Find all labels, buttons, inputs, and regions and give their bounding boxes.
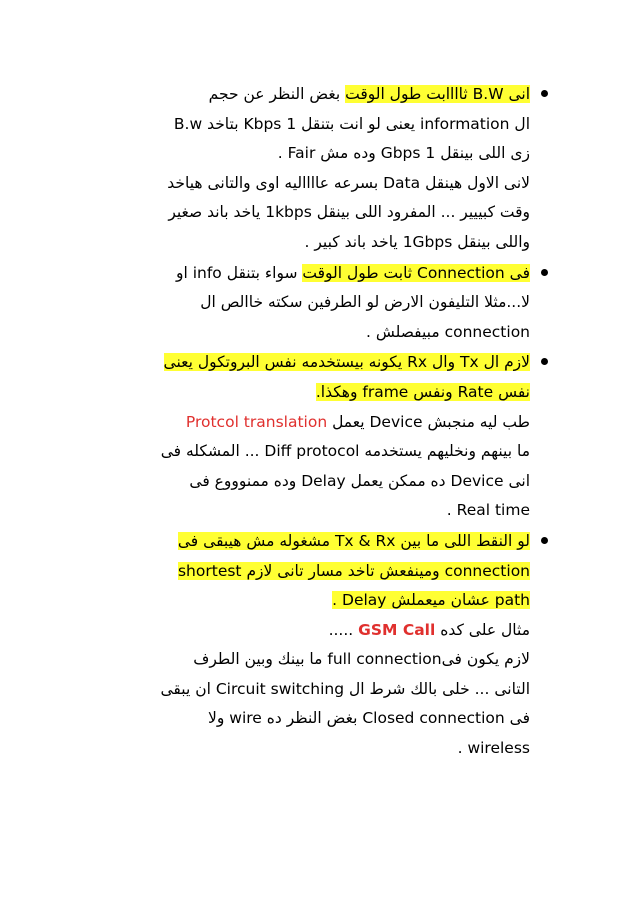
bullet-dot <box>541 537 548 544</box>
text-line <box>96 467 530 497</box>
text-run: لانى الاول هينقل Data بسرعه عااااليه اوى والتانى هياخد <box>167 173 530 192</box>
text-run: فى Connection ثابت طول الوقت <box>302 263 530 282</box>
text-run: نفس Rate ونفس frame وهكذا. <box>315 382 530 401</box>
text-run: ال information يعنى لو انت بتنقل 1 Kbps بتاخد B.w <box>173 114 530 133</box>
text-run: connection ومينفعش تاخد مسار تانى لازم shortest <box>177 561 530 580</box>
text-run: زى اللى بينقل 1 Gbps وده مش Fair . <box>277 144 530 163</box>
bullet-item-connection <box>96 259 530 348</box>
text-run: انى Device ده ممكن يعمل Delay وده ممنوووع فى <box>189 471 530 490</box>
text-line <box>96 169 530 199</box>
text-line <box>96 645 530 675</box>
bullet-item-protocol <box>96 348 530 526</box>
text-line <box>96 198 530 228</box>
bullet-dot <box>541 90 548 97</box>
text-line <box>96 408 530 438</box>
text-run: connection مبيفصلش . <box>365 322 530 341</box>
text-line <box>96 378 530 408</box>
text-run: واللى بينقل 1Gbps ياخد باند كبير . <box>304 232 530 251</box>
text-line <box>96 288 530 318</box>
bullet-dot <box>541 269 548 276</box>
text-run: سواء بتنقل info او <box>175 263 303 282</box>
text-line <box>96 704 530 734</box>
text-line <box>96 527 530 557</box>
text-run: لا...مثلا التليفون الارض لو الطرفين سكته خاالص ال <box>200 293 530 312</box>
text-run: التانى ... خلى بالك شرط ال Circuit switching ان يبقى <box>160 679 530 698</box>
text-run: وقت كبييير ... المفرود اللى بينقل 1kbps ياخد باند صغير <box>168 203 530 222</box>
text-run: Real time . <box>446 501 530 520</box>
text-run: مثال على كده <box>435 620 530 639</box>
text-line <box>96 675 530 705</box>
text-line <box>96 496 530 526</box>
text-run: انى B.W ثاااابت طول الوقت <box>345 85 530 103</box>
text-run: wireless . <box>457 739 530 758</box>
text-run: فى Closed connection بغض النظر ده wire ولا <box>208 709 530 728</box>
text-line <box>96 616 530 646</box>
text-run-red: Protcol translation <box>185 412 328 431</box>
text-run: طب ليه منجبش Device يعمل <box>327 412 530 431</box>
text-run: path عشان ميعملش Delay . <box>332 591 530 610</box>
bullet-item-path <box>96 527 530 764</box>
bullet-dot <box>541 358 548 365</box>
text-run: لو النقط اللى ما بين Tx & Rx مشغوله مش هيبقى فى <box>177 531 530 550</box>
text-line <box>96 80 530 110</box>
text-run: ما بينهم ونخليهم يستخدمه Diff protocol ... المشكله فى <box>160 442 530 461</box>
text-run-red: GSM Call <box>358 620 436 639</box>
text-run: لازم ال Tx وال Rx يكونه بيستخدمه نفس البروتكول يعنى <box>163 353 530 372</box>
text-run: بغض النظر عن حجم <box>208 85 346 103</box>
text-run: لازم يكون فىfull connection ما بينك وبين الطرف <box>193 650 530 669</box>
text-line <box>96 557 530 587</box>
text-line <box>96 586 530 616</box>
text-line <box>96 734 530 764</box>
text-line <box>96 437 530 467</box>
text-line <box>96 228 530 258</box>
bullet-item-bandwidth <box>96 80 530 258</box>
text-line <box>96 259 530 289</box>
text-line <box>96 348 530 378</box>
text-run: ..... <box>328 620 359 639</box>
text-line <box>96 139 530 169</box>
text-line <box>96 318 530 348</box>
text-line <box>96 110 530 140</box>
document-page <box>96 80 530 764</box>
